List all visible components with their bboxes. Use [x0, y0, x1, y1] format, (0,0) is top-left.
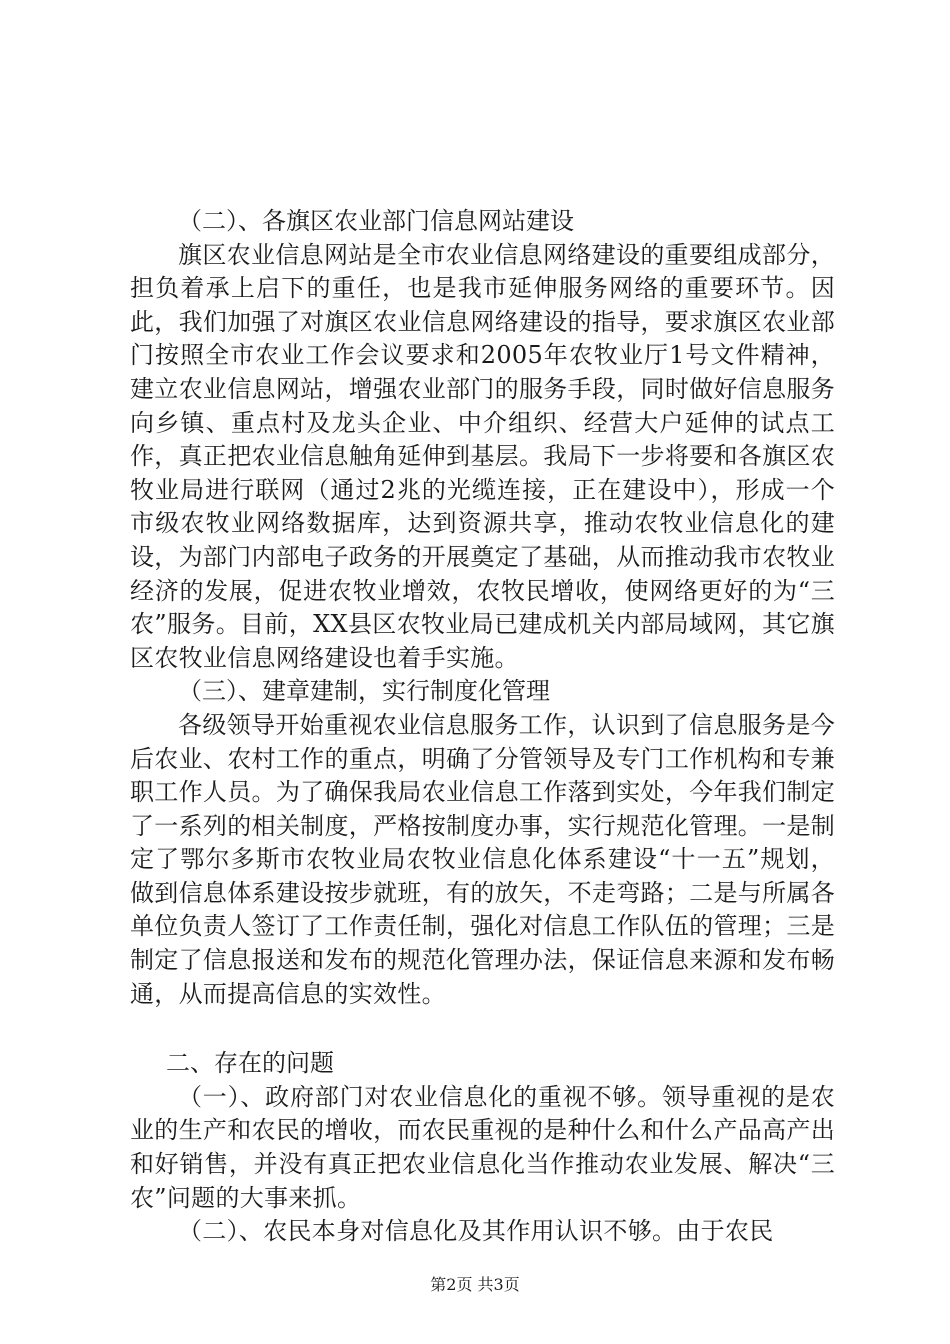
- document-body: [130, 205, 835, 1249]
- paragraph-regulations: 各级领导开始重视农业信息服务工作，认识到了信息服务是今后农业、农村工作的重点，明确了分管领导及专门工作机构和专兼职工作人员。为了确保我局农业信息工作落到实处，今年我们制定了一系列的相关制度，严格按制度办事，实行规范化管理。一是制定了鄂尔多斯市农牧业局农牧业信息化体系建设“十一五”规划，做到信息体系建设按步就班，有的放矢，不走弯路；二是与所属各单位负责人签订了工作责任制，强化对信息工作队伍的管理；三是制定了信息报送和发布的规范化管理办法，保证信息来源和发布畅通，从而提高信息的实效性。: [130, 710, 835, 1008]
- paragraph-websites: 旗区农业信息网站是全市农业信息网络建设的重要组成部分，担负着承上启下的重任，也是我市延伸服务网络的重要环节。因此，我们加强了对旗区农业信息网络建设的指导，要求旗区农业部门按照全市农业工作会议要求和2005年农牧业厅1号文件精神，建立农业信息网站，增强农业部门的服务手段，同时做好信息服务向乡镇、重点村及龙头企业、中介组织、经营大户延伸的试点工作，真正把农业信息触角延伸到基层。我局下一步将要和各旗区农牧业局进行联网（通过2兆的光缆连接，正在建设中），形成一个市级农牧业网络数据库，达到资源共享，推动农牧业信息化的建设，为部门内部电子政务的开展奠定了基础，从而推动我市农牧业经济的发展，促进农牧业增效，农牧民增收，使网络更好的为“三农”服务。目前，XX县区农牧业局已建成机关内部局域网，其它旗区农牧业信息网络建设也着手实施。: [130, 240, 835, 672]
- heading-problems: 二、存在的问题: [166, 1049, 334, 1078]
- page-footer: 第2页 共3页: [430, 1275, 520, 1294]
- paragraph-problem-two: （二）、农民本身对信息化及其作用认识不够。由于农民: [178, 1217, 774, 1246]
- subheading-regulations: （三）、建章建制，实行制度化管理: [178, 677, 550, 706]
- paragraph-problem-one: （一）、政府部门对农业信息化的重视不够。领导重视的是农业的生产和农民的增收，而农民重视的是种什么和什么产品高产出和好销售，并没有真正把农业信息化当作推动农业发展、解决“三农”问题的大事来抓。: [130, 1082, 835, 1212]
- section-spacer: [130, 1011, 835, 1047]
- subheading-websites: （二）、各旗区农业部门信息网站建设: [178, 207, 574, 235]
